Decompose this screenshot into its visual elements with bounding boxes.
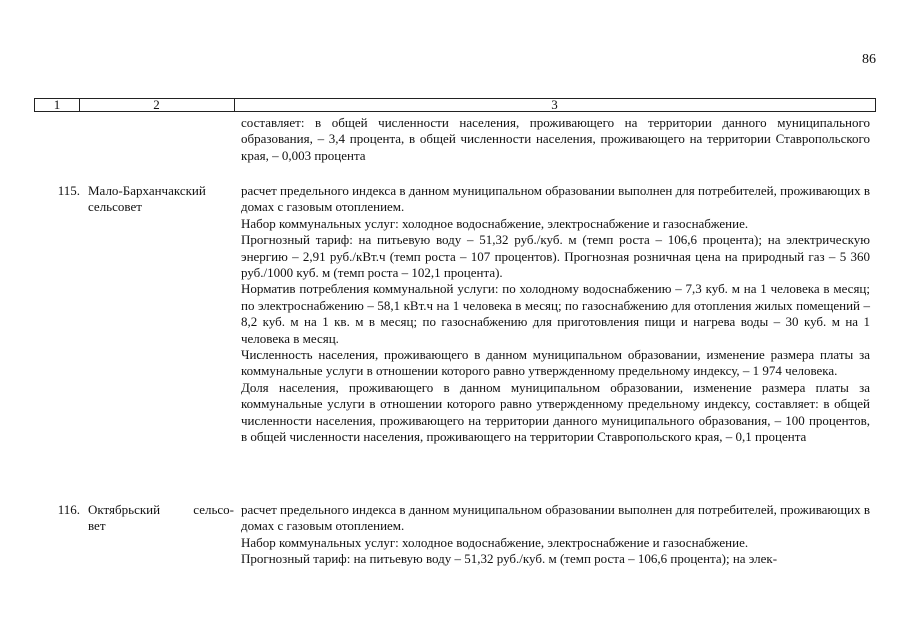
page-number: 86 — [862, 52, 876, 67]
description-paragraph: расчет предельного индекса в данном муниципальном образовании выполнен для потребителей, проживающих в домах с газовым отоплением. — [241, 183, 870, 215]
row-number: 115. — [57, 183, 80, 198]
table-header-row — [34, 98, 876, 112]
description-paragraph: Набор коммунальных услуг: холодное водоснабжение, электроснабжение и газоснабжение. — [241, 534, 749, 550]
municipality-name-line: сельсовет — [88, 199, 142, 215]
row-municipality-name — [88, 183, 234, 216]
description-paragraph: Набор коммунальных услуг: холодное водоснабжение, электроснабжение и газоснабжение. — [241, 215, 749, 231]
description-paragraph: Прогнозный тариф: на питьевую воду – 51,32 руб./куб. м (темп роста – 106,6 процента); на элек- — [241, 551, 778, 567]
description-paragraph: Прогнозный тариф: на питьевую воду – 51,32 руб./куб. м (темп роста – 106,6 процента); на электрическую энергию – 2,91 руб./кВт.ч (темп роста – 107 процентов). Прогнозная розничная цена на природный газ – 5 360 руб./1000 куб. м (темп роста – 102,1 процента). — [241, 232, 870, 281]
row-municipality-name — [88, 502, 234, 535]
row-description — [241, 502, 870, 568]
municipality-name-line: Октябрьский сельсо- — [88, 502, 234, 517]
row-description — [241, 183, 870, 446]
municipality-name-line: Мало-Барханчакский — [88, 183, 206, 198]
row-description — [241, 115, 870, 164]
row-number: 116. — [57, 502, 80, 517]
table-header-col-3: 3 — [551, 97, 558, 112]
description-paragraph: Доля населения, проживающего в данном муниципальном образовании, изменение размера платы за коммунальные услуги в отношении которого равно утвержденному предельному индексу, составляет: в общей численности населения, проживающего на территории данного муниципального образования, – 100 процентов, в общей численности населения, проживающего на территории Ставропольского края, – 0,1 процента — [241, 379, 870, 445]
municipality-name-line: вет — [88, 518, 106, 534]
description-paragraph: Численность населения, проживающего в данном муниципальном образовании, изменение размера платы за коммунальные услуги в отношении которого равно утвержденному предельному индексу, – 1 974 человека. — [241, 347, 870, 379]
description-paragraph: расчет предельного индекса в данном муниципальном образовании выполнен для потребителей, проживающих в домах с газовым отоплением. — [241, 502, 870, 534]
description-paragraph: Норматив потребления коммунальной услуги: по холодному водоснабжению – 7,3 куб. м на 1 человека в месяц; по электроснабжению – 58,1 кВт.ч на 1 человека в месяц; по газоснабжению для отопления жилых помещений – 8,2 куб. м на 1 кв. м в месяц; по газоснабжению для приготовления пищи и нагрева воды – 30 куб. м на 1 человека в месяц. — [241, 281, 870, 346]
table-header-col-1: 1 — [35, 98, 80, 112]
description-paragraph: составляет: в общей численности населения, проживающего на территории данного муниципального образования, – 3,4 процента, в общей численности населения, проживающего на территории Ставропольского края, – 0,003 процента — [241, 115, 870, 163]
table-header-col-2: 2 — [79, 98, 235, 112]
